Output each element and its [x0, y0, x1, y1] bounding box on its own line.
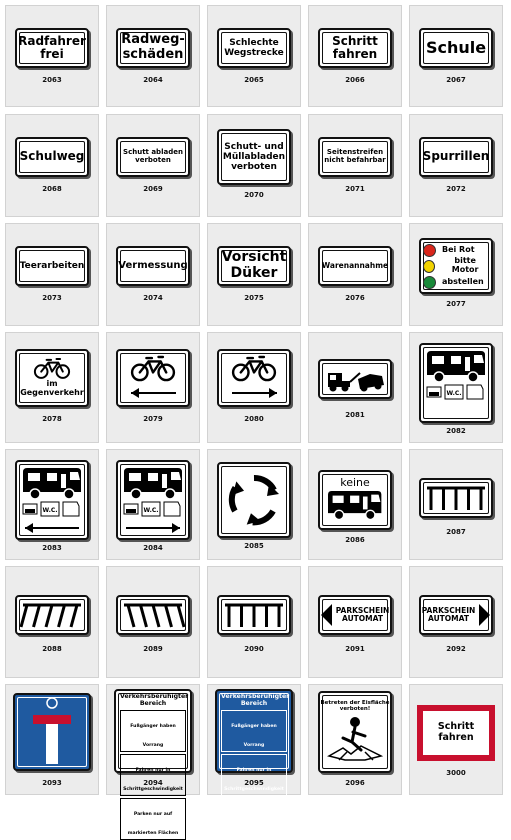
sign-content	[320, 700, 389, 764]
traffic-line-text: bitte Motor	[451, 256, 479, 274]
sign-text: PARKSCHEIN AUTOMAT	[335, 605, 390, 623]
sign-cell-2087	[409, 449, 503, 560]
sign-cell-2089	[106, 566, 200, 678]
sign-cell-2073	[5, 223, 99, 326]
traffic-sign	[13, 693, 91, 771]
sign-cell-2071	[308, 114, 402, 217]
sign-cell-2063	[5, 5, 99, 107]
sign-text: Vorsicht Düker	[221, 249, 287, 281]
zone-rule-text: Parken nur auf markierten Flächen	[228, 811, 280, 836]
traffic-sign	[15, 28, 89, 68]
traffic-sign	[318, 28, 392, 68]
traffic-sign	[15, 137, 89, 177]
dead-end-icon	[15, 695, 89, 769]
bicycle-icon	[32, 358, 72, 380]
bicycle-icon	[118, 351, 188, 405]
traffic-sign	[15, 595, 89, 635]
sign-cell-2077	[409, 223, 503, 326]
traffic-sign	[318, 691, 392, 773]
traffic-sign	[419, 137, 493, 177]
sign-number: 2091	[345, 645, 365, 653]
wc-label: W.C.	[446, 390, 462, 397]
sign-cell-2096	[308, 684, 402, 795]
sign-content	[321, 604, 390, 626]
sign-cell-2066	[308, 5, 402, 107]
sign-cell-2064	[106, 5, 200, 107]
traffic-sign	[419, 343, 493, 423]
traffic-sign	[318, 246, 392, 286]
traffic-sign	[217, 462, 291, 538]
arrow-right-icon	[478, 604, 490, 626]
sign-number: 2076	[345, 294, 365, 302]
sign-number: 2066	[345, 76, 365, 84]
sign-number: 2092	[446, 645, 466, 653]
wc-label: W.C.	[143, 507, 159, 514]
sign-cell-2082	[409, 332, 503, 443]
sign-cell-2084	[106, 449, 200, 560]
sign-cell-2095	[207, 684, 301, 836]
zone-rule-text: Fußgänger haben Vorrang	[130, 723, 176, 748]
signal-light-icon	[423, 260, 435, 273]
traffic-sign	[318, 359, 392, 399]
sign-cell-2078	[5, 332, 99, 443]
sign-number: 2077	[446, 300, 466, 308]
sign-text: Seitenstreifen nicht befahrbar	[324, 148, 386, 164]
sign-cell-2069	[106, 114, 200, 217]
sign-number: 2074	[143, 294, 163, 302]
zone-rule	[221, 754, 287, 796]
sign-number: 2071	[345, 185, 365, 193]
bicycle-icon	[219, 351, 289, 405]
zone-rule	[120, 710, 186, 752]
sign-number: 2079	[143, 415, 163, 423]
parking-bays-icon	[118, 597, 188, 633]
sign-number: 2094	[143, 779, 163, 787]
camper-icon	[421, 345, 491, 421]
sign-number: 2087	[446, 528, 466, 536]
sign-text: Schritt fahren	[332, 33, 378, 61]
zone-rule-text: Parken nur auf markierten Flächen	[127, 811, 179, 836]
sign-number: 2081	[345, 411, 365, 419]
traffic-sign	[217, 595, 291, 635]
traffic-sign	[419, 28, 493, 68]
traffic-sign	[318, 470, 392, 530]
sign-cell-3000	[409, 684, 503, 795]
sign-cell-2068	[5, 114, 99, 217]
sign-cell-2094	[106, 684, 200, 836]
sign-number: 2067	[446, 76, 466, 84]
sign-cell-2067	[409, 5, 503, 107]
sign-number: 2085	[244, 542, 264, 550]
sign-number: 2078	[42, 415, 62, 423]
traffic-light-row	[423, 274, 489, 290]
sign-content	[20, 358, 84, 398]
sign-text: Teerarbeiten	[19, 260, 85, 271]
sign-cell-2074	[106, 223, 200, 326]
traffic-sign	[116, 349, 190, 407]
parking-bays-icon	[219, 597, 289, 633]
sign-text: Spurrillen	[422, 149, 490, 164]
sign-cell-2093	[5, 684, 99, 795]
sign-cell-2090	[207, 566, 301, 678]
camper-icon	[324, 489, 386, 523]
sign-text: Betreten der Eisfläche verboten!	[320, 699, 390, 712]
arrow-left-icon	[321, 604, 333, 626]
sign-text: Schlechte Wegstrecke	[224, 37, 284, 58]
zone-rule	[221, 710, 287, 752]
sign-number: 2070	[244, 191, 264, 199]
sign-number: 2095	[244, 779, 264, 787]
sign-cell-2092	[409, 566, 503, 678]
sign-number: 2072	[446, 185, 466, 193]
sign-cell-2086	[308, 449, 402, 560]
sign-number: 2083	[42, 544, 62, 552]
roundabout-icon	[219, 464, 289, 536]
traffic-light-row	[423, 258, 489, 274]
sign-number: 2064	[143, 76, 163, 84]
traffic-sign	[419, 595, 493, 635]
traffic-sign	[116, 137, 190, 177]
camper-icon	[118, 462, 188, 538]
zone-rule-text: Fahren nur in Schrittgeschwindigkeit	[123, 767, 183, 792]
traffic-sign	[15, 246, 89, 286]
traffic-sign	[318, 137, 392, 177]
traffic-line-text: abstellen	[442, 276, 484, 286]
traffic-light-list	[423, 242, 489, 290]
sign-cell-2075	[207, 223, 301, 326]
parking-bays-icon	[421, 480, 491, 516]
zone-rule	[120, 754, 186, 796]
sign-cell-2088	[5, 566, 99, 678]
traffic-sign	[419, 478, 493, 518]
sign-text: Schritt fahren	[437, 721, 475, 743]
sign-cell-2085	[207, 449, 301, 560]
traffic-sign	[318, 595, 392, 635]
sign-cell-2065	[207, 5, 301, 107]
zone-rule-text: Fußgänger haben Vorrang	[231, 723, 277, 748]
sign-number: 2069	[143, 185, 163, 193]
traffic-sign	[116, 28, 190, 68]
sign-content	[422, 604, 491, 626]
sign-number: 2080	[244, 415, 264, 423]
sign-number: 2086	[345, 536, 365, 544]
traffic-sign	[116, 595, 190, 635]
sign-text: PARKSCHEIN AUTOMAT	[421, 605, 476, 623]
zone-rule	[120, 798, 186, 840]
sign-text: im	[46, 379, 58, 389]
camper-icon	[17, 462, 87, 538]
tow-truck-icon	[320, 361, 390, 397]
sign-number: 2089	[143, 645, 163, 653]
wc-label: W.C.	[42, 507, 58, 514]
zone-rule-text: Fahren nur in Schrittgeschwindigkeit	[224, 767, 284, 792]
zone-rule	[221, 798, 287, 840]
sign-number: 2063	[42, 76, 62, 84]
traffic-sign	[116, 460, 190, 540]
sign-text: Vermessung	[118, 260, 188, 272]
signal-light-icon	[423, 244, 436, 257]
sign-cell-2081	[308, 332, 402, 443]
sign-text: Schulweg	[19, 149, 85, 164]
traffic-sign	[15, 460, 89, 540]
sign-text: Radfahrer frei	[18, 33, 86, 61]
sign-cell-2079	[106, 332, 200, 443]
sign-cell-2083	[5, 449, 99, 560]
sign-number: 2073	[42, 294, 62, 302]
sign-cell-2076	[308, 223, 402, 326]
sign-cell-2080	[207, 332, 301, 443]
sign-text: Schutt- und Müllabladen verboten	[222, 141, 286, 173]
sign-text: Gegenverkehr	[20, 388, 84, 397]
traffic-sign	[116, 246, 190, 286]
sign-number: 2096	[345, 779, 365, 787]
traffic-sign	[217, 246, 291, 286]
sign-number: 2084	[143, 544, 163, 552]
sign-cell-2070	[207, 114, 301, 217]
sign-text: Radweg- schäden	[121, 32, 185, 62]
sign-number: 2075	[244, 294, 264, 302]
signal-light-icon	[423, 276, 436, 289]
traffic-sign	[419, 238, 493, 294]
sign-number: 2088	[42, 645, 62, 653]
sign-title: Verkehrsberuhigter Bereich	[120, 693, 189, 707]
sign-number: 2090	[244, 645, 264, 653]
sign-number: 2082	[446, 427, 466, 435]
sign-text: keine	[340, 475, 370, 489]
traffic-sign	[15, 349, 89, 407]
sign-text: Warenannahme	[321, 260, 389, 270]
sign-text: Schule	[425, 38, 487, 58]
breaking-ice-icon	[325, 712, 385, 764]
sign-number: 3000	[446, 769, 466, 777]
sign-cell-2091	[308, 566, 402, 678]
sign-cell-2072	[409, 114, 503, 217]
sign-number: 2065	[244, 76, 264, 84]
sign-title: Verkehrsberuhigter Bereich	[221, 693, 290, 707]
parking-bays-icon	[17, 597, 87, 633]
traffic-sign	[417, 705, 495, 761]
sign-content	[324, 477, 386, 523]
traffic-sign	[217, 129, 291, 185]
traffic-sign	[217, 28, 291, 68]
sign-number: 2068	[42, 185, 62, 193]
traffic-line-text: Bei Rot	[442, 244, 475, 254]
sign-text: Schutt abladen verboten	[123, 148, 183, 164]
sign-number: 2093	[42, 779, 62, 787]
traffic-sign	[217, 349, 291, 407]
